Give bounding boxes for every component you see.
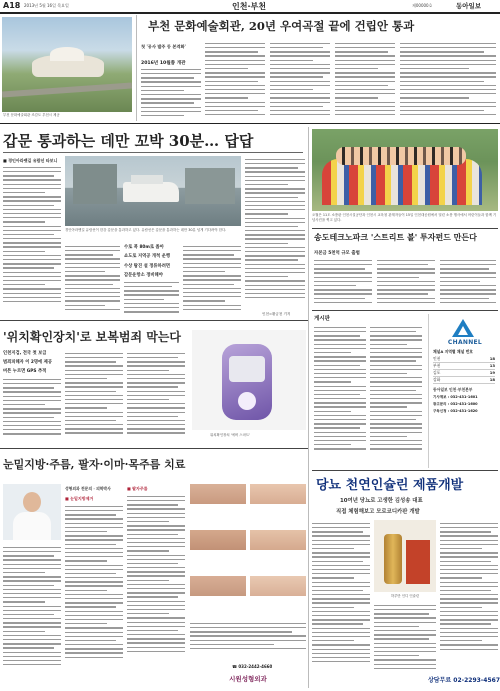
article-body	[183, 243, 241, 316]
issue-date: 2013년 5월 16일 목요일	[24, 3, 69, 8]
ad-body	[190, 620, 306, 666]
article-body	[127, 350, 185, 444]
byline: 인천=황금천 기자	[262, 312, 291, 316]
location-device-photo	[192, 330, 306, 430]
notice-title: 게시판	[314, 316, 330, 322]
column-divider	[308, 127, 309, 688]
channel-row	[433, 377, 495, 384]
article-body	[245, 156, 305, 316]
article-body	[270, 40, 330, 121]
culture-center-rendering	[2, 17, 132, 112]
product-bottle	[384, 534, 402, 584]
section-rule	[312, 310, 498, 311]
article-body	[205, 40, 265, 121]
channel-region: 김포	[433, 370, 441, 375]
lock-gate-shape	[73, 164, 117, 204]
subhead: 2016년 10월쯤 개관	[141, 61, 186, 66]
masthead	[0, 0, 500, 12]
channel-logo-icon	[451, 318, 475, 338]
article-body	[440, 520, 498, 670]
lock-gate-shape	[185, 168, 235, 204]
article-body	[374, 602, 436, 680]
before-photo	[190, 530, 246, 550]
subhead: 수상 탐진 설 정류하려면	[124, 264, 170, 269]
headline: 부천 문화예술회관, 20년 우여곡절 끝에 건립안 통과	[148, 19, 415, 33]
contact-line: 구독신청 : 032-431-1620	[433, 409, 478, 413]
channel-table	[433, 356, 495, 384]
doctor-head	[23, 492, 41, 512]
ad-body	[127, 493, 185, 683]
subhead: 쇼도로 지역공 개척 운행	[124, 254, 170, 259]
before-after-grid	[190, 484, 306, 614]
photo-caption: 오월은 11도 소풍판 인천시설공단과 인천시 교육청 관계자들이 15일 인천대공원에서 열린 소풍 행사에서 어린이들과 함께 기념사진을 찍고 있다.	[312, 213, 497, 222]
after-photo	[250, 484, 306, 504]
section-rule	[312, 470, 498, 471]
channel-region: 인천	[433, 356, 441, 361]
article-body	[377, 257, 435, 307]
device-button	[238, 392, 256, 410]
before-photo	[190, 484, 246, 504]
product-photo	[374, 520, 436, 592]
section-rule	[312, 228, 498, 229]
article-body	[312, 520, 370, 680]
article-body	[440, 257, 496, 307]
contact-title: 동아일보 인천·부천본부	[433, 387, 473, 392]
device-screen	[229, 356, 265, 382]
ad-subhead: ■ 팔자주름	[127, 486, 148, 491]
channel-region: 강화	[433, 377, 441, 382]
channel-headline: 채널A 지역별 채널 번호	[433, 349, 473, 354]
article-body	[335, 40, 395, 121]
subhead: 범죄피해자 이 2명에 제공	[3, 360, 52, 365]
photo-caption: 하루만 인디 인슐린	[390, 594, 420, 598]
section-rule	[0, 320, 308, 321]
page-number: A18	[3, 1, 21, 10]
contact-line: 광고문의 : 032-431-1600	[433, 402, 478, 406]
channel-number: 19	[489, 370, 495, 375]
contact-line: 기사제보 : 032-431-1601	[433, 395, 478, 399]
ferry-shape	[123, 182, 179, 202]
article-body	[3, 164, 61, 316]
subhead: 갑문운항소 정비해야	[124, 273, 163, 278]
after-photo	[250, 530, 306, 550]
ad-body	[65, 503, 123, 683]
people-group	[322, 159, 482, 205]
channel-number: 18	[489, 377, 495, 382]
channel-brand: CHANNEL	[447, 339, 483, 346]
section-title: 인천·부천	[232, 2, 266, 11]
ad-clinic: 시원성형외과	[229, 675, 267, 683]
headline: 당뇨 천연인슐린 제품개발	[316, 478, 464, 493]
subhead: 버튼 누르면 GPS 추적	[3, 369, 47, 374]
notice-body	[370, 324, 422, 464]
channel-row	[433, 363, 495, 370]
channel-row	[433, 356, 495, 363]
people-group	[336, 147, 466, 165]
subhead: 첫 '공사 발주 등 본격화'	[141, 44, 186, 49]
issue-number: 제00000호	[412, 3, 433, 8]
article-body	[314, 257, 372, 307]
article-body	[141, 66, 201, 121]
channel-row	[433, 370, 495, 377]
ad-subtitle: 성형외과 전문의 · 의학박사	[65, 486, 111, 491]
subhead: 직접 체험해보고 모로코디카판 개발	[336, 509, 420, 515]
headline: 갑문 통과하는 데만 꼬박 30분… 답답	[3, 132, 254, 150]
ferry-shape	[131, 175, 163, 184]
ad-headline: 눈밑지방·주름, 팔자·이마·목주름 치료	[3, 458, 186, 471]
ad-body	[3, 544, 61, 684]
before-photo	[190, 576, 246, 596]
subhead: 수로 폭 80m로 좁아	[124, 245, 164, 250]
section-label: ■ 경인아라뱃길 유람선 타보니	[3, 158, 58, 163]
headline: 송도테크노파크 '스트리트 볼' 투자펀드 만든다	[314, 232, 477, 242]
photo-caption: 위치확인장치 '에버 스마트'	[210, 433, 251, 437]
consult-phone: 상담무료 02-2293-4567	[428, 677, 500, 684]
channel-box	[428, 314, 498, 468]
column-divider	[136, 15, 137, 121]
newspaper-name: 동아일보	[456, 2, 482, 10]
article-body	[3, 376, 61, 444]
ferry-photo	[65, 156, 241, 226]
article-body	[400, 40, 496, 121]
notice-board	[312, 314, 424, 468]
channel-number: 13	[489, 363, 495, 368]
building-shape	[50, 47, 84, 61]
photo-caption: 부천 문화예술회관 조감도 부천시 제공	[3, 113, 60, 117]
subhead: 인천지검, 전국 첫 보급	[3, 351, 47, 356]
ad-subhead: ■ 눈밑지방제거	[65, 496, 94, 501]
channel-number: 18	[489, 356, 495, 361]
channel-region: 부천	[433, 363, 441, 368]
product-box	[406, 540, 430, 584]
doctor-coat	[13, 512, 51, 540]
road-shape	[2, 82, 132, 97]
photo-caption: 경인아라뱃길 유람선이 한강 갑문을 통과하고 있다. 유람선은 갑문을 통과하는 데만 30분 넘게 기다려야 한다.	[65, 228, 227, 232]
section-rule	[0, 123, 500, 124]
picnic-photo	[312, 129, 498, 211]
masthead-rule	[0, 12, 500, 14]
article-body	[65, 243, 120, 316]
headline-rule	[3, 152, 303, 153]
headline: '위치확인장치'로 보복범죄 막는다	[3, 330, 181, 344]
ad-phone: ☎ 032-2442-4660	[232, 664, 273, 669]
after-photo	[250, 576, 306, 596]
subhead: 자본금 5천억 규모 출범	[314, 251, 360, 256]
article-body	[124, 279, 179, 316]
notice-body	[314, 324, 366, 464]
doctor-photo	[3, 484, 61, 540]
section-rule	[0, 448, 308, 449]
article-body	[65, 350, 123, 444]
subhead: 10여년 당뇨로 고생한 김성송 대표	[340, 498, 423, 504]
